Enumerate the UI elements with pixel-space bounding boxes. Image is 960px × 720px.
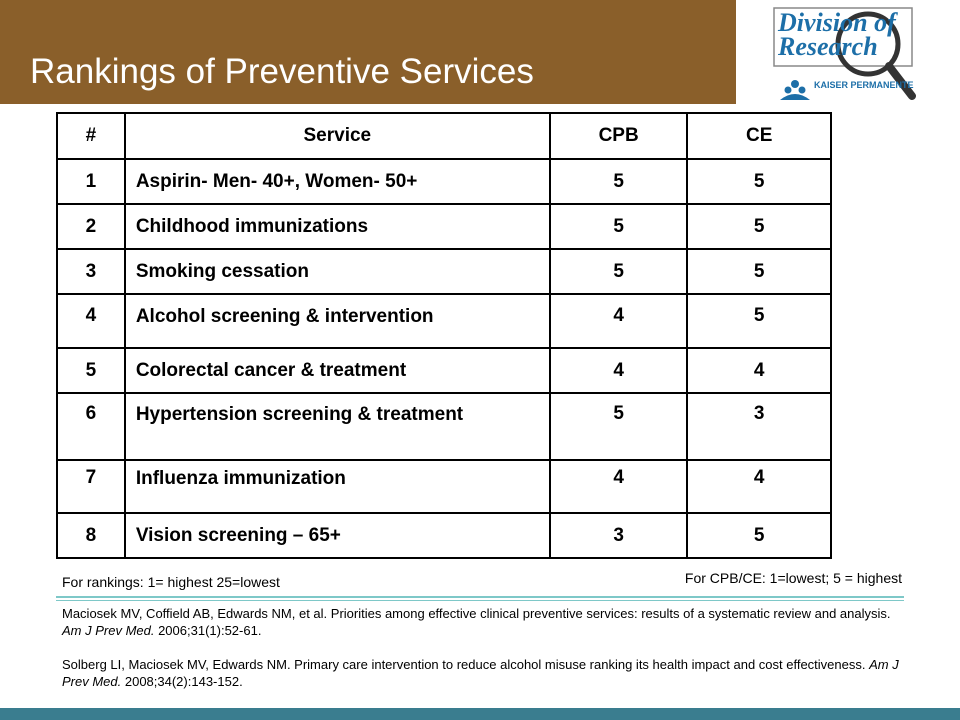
header-service: Service [125, 113, 550, 159]
cpb-ce-scale-note: For CPB/CE: 1=lowest; 5 = highest [684, 570, 902, 586]
ce-cell: 5 [687, 204, 831, 249]
rank-cell: 5 [57, 348, 125, 393]
cpb-cell: 4 [550, 348, 688, 393]
cpb-cell: 5 [550, 159, 688, 204]
ce-cell: 3 [687, 393, 831, 460]
divider-line [56, 596, 904, 598]
reference-1-journal: Am J Prev Med. [62, 623, 155, 638]
table-header-row [57, 113, 831, 159]
service-cell: Smoking cessation [125, 249, 550, 294]
rank-cell: 4 [57, 294, 125, 348]
ce-cell: 5 [687, 159, 831, 204]
logo-text-line1: Division of [778, 8, 896, 37]
rankings-table [56, 112, 832, 559]
logo-text-line2: Research [778, 32, 878, 61]
service-cell: Colorectal cancer & treatment [125, 348, 550, 393]
table-row [57, 249, 831, 294]
ce-cell: 5 [687, 249, 831, 294]
kaiser-permanente-wordmark: KAISER PERMANENTE [814, 80, 914, 90]
rank-cell: 7 [57, 460, 125, 513]
service-cell: Aspirin- Men- 40+, Women- 50+ [125, 159, 550, 204]
reference-2-citation: 2008;34(2):143-152. [121, 674, 243, 689]
table-row [57, 393, 831, 460]
service-cell: Vision screening – 65+ [125, 513, 550, 558]
ce-cell: 4 [687, 348, 831, 393]
header-rank: # [57, 113, 125, 159]
reference-1 [62, 605, 902, 639]
cpb-cell: 5 [550, 393, 688, 460]
cpb-cell: 3 [550, 513, 688, 558]
rank-cell: 2 [57, 204, 125, 249]
service-cell: Alcohol screening & intervention [125, 294, 550, 348]
table-row [57, 294, 831, 348]
reference-2-journal: Am J Prev Med. [62, 657, 899, 689]
cpb-cell: 4 [550, 460, 688, 513]
ce-cell: 4 [687, 460, 831, 513]
references [62, 605, 902, 707]
table-row [57, 460, 831, 513]
rankings-scale-note: For rankings: 1= highest 25=lowest [62, 574, 280, 590]
table-row [57, 513, 831, 558]
service-cell: Hypertension screening & treatment [125, 393, 550, 460]
table-row [57, 348, 831, 393]
footer-bar [0, 708, 960, 720]
service-cell: Influenza immunization [125, 460, 550, 513]
service-cell: Childhood immunizations [125, 204, 550, 249]
cpb-cell: 5 [550, 249, 688, 294]
ce-cell: 5 [687, 294, 831, 348]
cpb-cell: 5 [550, 204, 688, 249]
header-cpb: CPB [550, 113, 688, 159]
reference-1-authors: Maciosek MV, Coffield AB, Edwards NM, et al. Priorities among effective clinical preventive services: results of a systematic review and analysis. [62, 606, 891, 621]
cpb-cell: 4 [550, 294, 688, 348]
ce-cell: 5 [687, 513, 831, 558]
rank-cell: 3 [57, 249, 125, 294]
table-row [57, 204, 831, 249]
header-ce: CE [687, 113, 831, 159]
table-row [57, 159, 831, 204]
slide-title: Rankings of Preventive Services [30, 52, 534, 91]
reference-2-authors: Solberg LI, Maciosek MV, Edwards NM. Primary care intervention to reduce alcohol misuse ranking its health impact and cost effectiveness. [62, 657, 870, 672]
divider-line [56, 600, 904, 601]
rank-cell: 8 [57, 513, 125, 558]
rank-cell: 1 [57, 159, 125, 204]
division-of-research-logo [740, 4, 956, 104]
reference-1-citation: 2006;31(1):52-61. [154, 623, 262, 638]
rank-cell: 6 [57, 393, 125, 460]
reference-2 [62, 656, 902, 690]
